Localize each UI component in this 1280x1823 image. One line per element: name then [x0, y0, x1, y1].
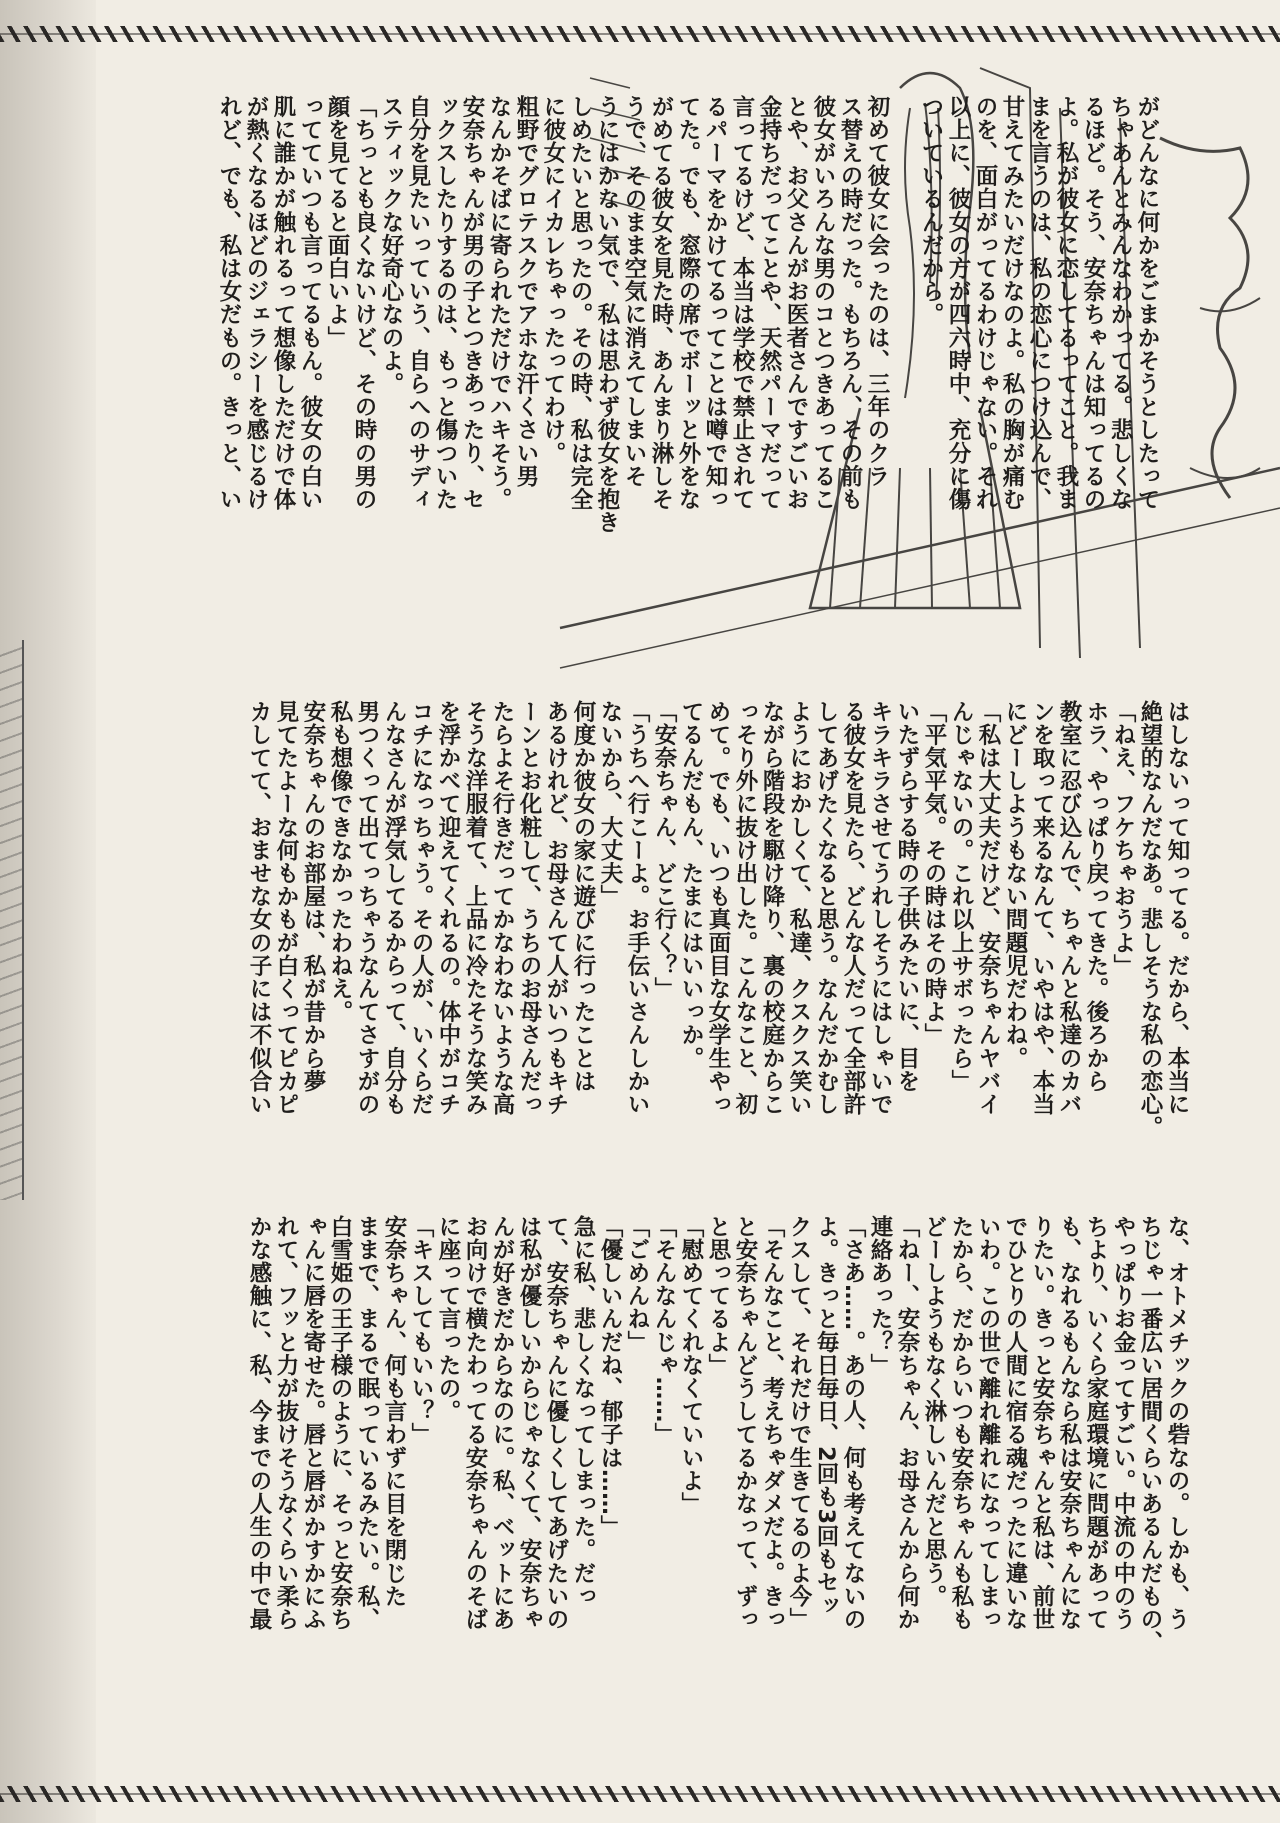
text-line: ちじゃ一番広い居間くらいあるんだもの、 [1137, 1215, 1163, 1654]
text-line: まを言うのは、私の恋心につけ込んで、 [1026, 95, 1052, 511]
text-line: 白雪姫の王子様のように、そっと安奈ち [327, 1215, 353, 1631]
text-line: 粗野でグロテスクでアホな汗くさい男 [513, 95, 539, 488]
text-line: ようにおかしくて、私達、クスクス笑い [786, 700, 812, 1116]
top-zigzag-border [0, 26, 1280, 42]
text-line: ゃんに唇を寄せた。唇と唇がかすかにふ [300, 1215, 326, 1631]
text-line: 「そんなんじゃ……」 [651, 1215, 677, 1446]
text-line: コチになっちゃう。その人が、いくらだ [408, 700, 434, 1116]
text-line: 安奈ちゃんのお部屋は、私が昔から夢 [300, 700, 326, 1093]
text-line: 何度か彼女の家に遊びに行ったことは [570, 700, 596, 1093]
text-line: キラキラさせてうれしそうにはしゃいで [867, 700, 893, 1116]
text-line: めて。でも、いつも真面目な女学生やっ [705, 700, 731, 1116]
text-line: ちより、いくら家庭環境に問題があって [1083, 1215, 1109, 1631]
text-line: 顔を見てると面白いよ」 [324, 95, 350, 350]
text-line: 甘えてみたいだけなのよ。私の胸が痛む [999, 95, 1025, 511]
text-line: 以上に、彼女の方が四六時中、充分に傷 [945, 95, 971, 511]
text-line: に座って言ったの。 [435, 1215, 461, 1423]
text-line: ックスしたりするのは、もっと傷ついた [432, 95, 458, 511]
text-line: 「優しいんだね、郁子は……」 [597, 1215, 623, 1539]
text-line: が熱くなるほどのジェラシーを感じるけ [243, 95, 269, 511]
text-line: る彼女を見たら、どんな人だって全部許 [840, 700, 866, 1116]
text-line: ス替えの時だった。もちろん、その前も [837, 95, 863, 511]
text-line: てるんだもん、たまにはいいっか。 [678, 700, 704, 1070]
text-line: よ。きっと毎日毎日、2回も3回もセッ [813, 1215, 839, 1618]
text-line: やっぱりお金ってすごい。中流の中のう [1110, 1215, 1136, 1631]
previous-page-edge [0, 0, 96, 1823]
text-line: 肌に誰かが触れるって想像しただけで体 [270, 95, 296, 511]
text-line: そうな洋服着て、上品に冷たそうな笑み [462, 700, 488, 1116]
text-line: あるけれど、お母さんて人がいつもキチ [543, 700, 569, 1116]
text-line: 「うちへ行こーよ。お手伝いさんしかい [624, 700, 650, 1116]
text-line: 「慰めてくれなくていいよ」 [678, 1215, 704, 1516]
text-line: っそり外に抜け出した。こんなこと、初 [732, 700, 758, 1116]
text-line: んなさんが浮気してるからって、自分も [381, 700, 407, 1116]
text-line: でひとりの人間に宿る魂だったに違いな [1002, 1215, 1028, 1631]
text-line: ーンとお化粧して、うちのお母さんだっ [516, 700, 542, 1116]
text-line: と思ってるよ」 [705, 1215, 731, 1377]
text-line: ちゃあんとみんなわかってる。悲しくな [1107, 95, 1133, 511]
text-line: 連絡あった？」 [867, 1215, 893, 1377]
text-line: んが好きだからなのに。私、ベットにあ [489, 1215, 515, 1631]
text-line: 私も想像できなかったわねえ。 [327, 700, 353, 1024]
text-line: 自分を見たいっていう、自らへのサディ [405, 95, 431, 511]
text-line: ホラ、やっぱり戻ってきた。後ろから [1083, 700, 1109, 1093]
text-column-middle [180, 700, 1190, 1260]
text-line: うで、そのまま空気に消えてしまいそ [621, 95, 647, 488]
text-line: 「キスしてもいい？」 [408, 1215, 434, 1446]
text-line: とや、お父さんがお医者さんですごいお [783, 95, 809, 511]
text-line: れて、フッと力が抜けそうなくらい柔ら [273, 1215, 299, 1631]
text-line: カしてて、おませな女の子には不似合い [246, 700, 272, 1116]
text-line: いわ。この世で離れ離れになってしまっ [975, 1215, 1001, 1631]
text-line: ままで、まるで眠っているみたい。私、 [354, 1215, 380, 1631]
text-line: がどんなに何かをごまかそうとしたって [1134, 95, 1160, 511]
text-line: なんかそばに寄られただけでハキそう。 [486, 95, 512, 511]
text-line: 「さあ……。あの人、何も考えてないの [840, 1215, 866, 1631]
text-line: どーしようもなく淋しいんだと思う。 [921, 1215, 947, 1608]
text-line: んじゃないの。これ以上サボったら」 [948, 700, 974, 1093]
text-line: かな感触に、私、今までの人生の中で最 [246, 1215, 272, 1631]
text-line: りたい。きっと安奈ちゃんと私は、前世 [1029, 1215, 1055, 1631]
text-line: 「そんなこと、考えちゃダメだよ。きっ [759, 1215, 785, 1631]
text-line: は私が優しいからじゃなくて、安奈ちゃ [516, 1215, 542, 1631]
text-line: 「平気平気。その時はその時よ」 [921, 700, 947, 1047]
text-line: て、安奈ちゃんに優しくしてあげたいの [543, 1215, 569, 1631]
text-line: ないから、大丈夫」 [597, 700, 623, 908]
text-line: 安奈ちゃん、何も言わずに目を閉じた [381, 1215, 407, 1608]
text-line: 「ちっとも良くないけど、その時の男の [351, 95, 377, 511]
text-line: うにはかない気で、私は思わず彼女を抱き [594, 95, 620, 534]
text-line: 安奈ちゃんが男の子とつきあったり、セ [459, 95, 485, 511]
text-line: ってていつも言ってるもん。彼女の白い [297, 95, 323, 511]
text-line: 見てたよーな何もかもが白くってピカピ [273, 700, 299, 1116]
text-line: 急に私、悲しくなってしまった。だっ [570, 1215, 596, 1608]
text-line: 金持ちだってことや、天然パーマだって [756, 95, 782, 511]
text-line: いたずらする時の子供みたいに、目を [894, 700, 920, 1093]
text-line: 「ごめんね」 [624, 1215, 650, 1354]
text-line: 「安奈ちゃん、どこ行く？」 [651, 700, 677, 1001]
text-line: スティックな好奇心なのよ。 [378, 95, 404, 396]
text-line: のを、面白がってるわけじゃない。それ [972, 95, 998, 511]
text-line: てた。でも、窓際の席でボーッと外をな [675, 95, 701, 511]
text-line: お向けで横たわってる安奈ちゃんのそば [462, 1215, 488, 1631]
text-line: るパーマをかけてるってことは噂で知っ [702, 95, 728, 511]
text-line: ついているんだから。 [918, 95, 944, 326]
text-line: しめたいと思ったの。その時、私は完全 [567, 95, 593, 511]
text-line: に彼女にイカレちゃったってわけ。 [540, 95, 566, 465]
text-line: ンを取って来るなんて、いやはや、本当 [1029, 700, 1055, 1116]
text-line: ながら階段を駆け降り、裏の校庭からこ [759, 700, 785, 1116]
text-line: クスして、それだけで生きてるのよ今」 [786, 1215, 812, 1631]
text-line: たらよそ行きだってかなわないような高 [489, 700, 515, 1116]
text-line: を浮かべて迎えてくれるの。体中がコチ [435, 700, 461, 1116]
text-line: たから、だからいつも安奈ちゃんも私も [948, 1215, 974, 1631]
text-line: 「ねえ、フケちゃおうよ」 [1110, 700, 1136, 978]
text-column-bottom [100, 1215, 1190, 1775]
text-line: 絶望的なんだなあ。悲しそうな私の恋心。 [1137, 700, 1163, 1139]
text-line: も、なれるもんなら私は安奈ちゃんにな [1056, 1215, 1082, 1631]
text-line: 「ねー、安奈ちゃん、お母さんから何か [894, 1215, 920, 1631]
text-line: と安奈ちゃんどうしてるかなって、ずっ [732, 1215, 758, 1631]
text-line: な、オトメチックの砦なの。しかも、う [1164, 1215, 1190, 1631]
text-column-top-left [216, 95, 890, 575]
text-line: よ。私が彼女に恋してるってこと。我ま [1053, 95, 1079, 511]
text-line: にどーしようもない問題児だわね。 [1002, 700, 1028, 1070]
text-line: 教室に忍び込んで、ちゃんと私達のカバ [1056, 700, 1082, 1116]
text-line: 「私は大丈夫だけど、安奈ちゃんヤバイ [975, 700, 1001, 1116]
text-line: がめてる彼女を見た時、あんまり淋しそ [648, 95, 674, 511]
bottom-zigzag-border [0, 1786, 1280, 1802]
text-line: 言ってるけど、本当は学校で禁止されて [729, 95, 755, 511]
previous-page-illustration-fragment [0, 640, 24, 1200]
text-line: してあげたくなると思う。なんだかむし [813, 700, 839, 1116]
text-line: 彼女がいろんな男のコとつきあってるこ [810, 95, 836, 511]
text-line: はしないって知ってる。だから、本当に [1164, 700, 1190, 1116]
text-line: 初めて彼女に会ったのは、三年のクラ [864, 95, 890, 488]
text-line: れど、でも、私は女だもの。きっと、い [216, 95, 242, 511]
text-line: るほど。そう、安奈ちゃんは知ってるの [1080, 95, 1106, 511]
text-line: 男つくって出てっちゃうなんてさすがの [354, 700, 380, 1116]
